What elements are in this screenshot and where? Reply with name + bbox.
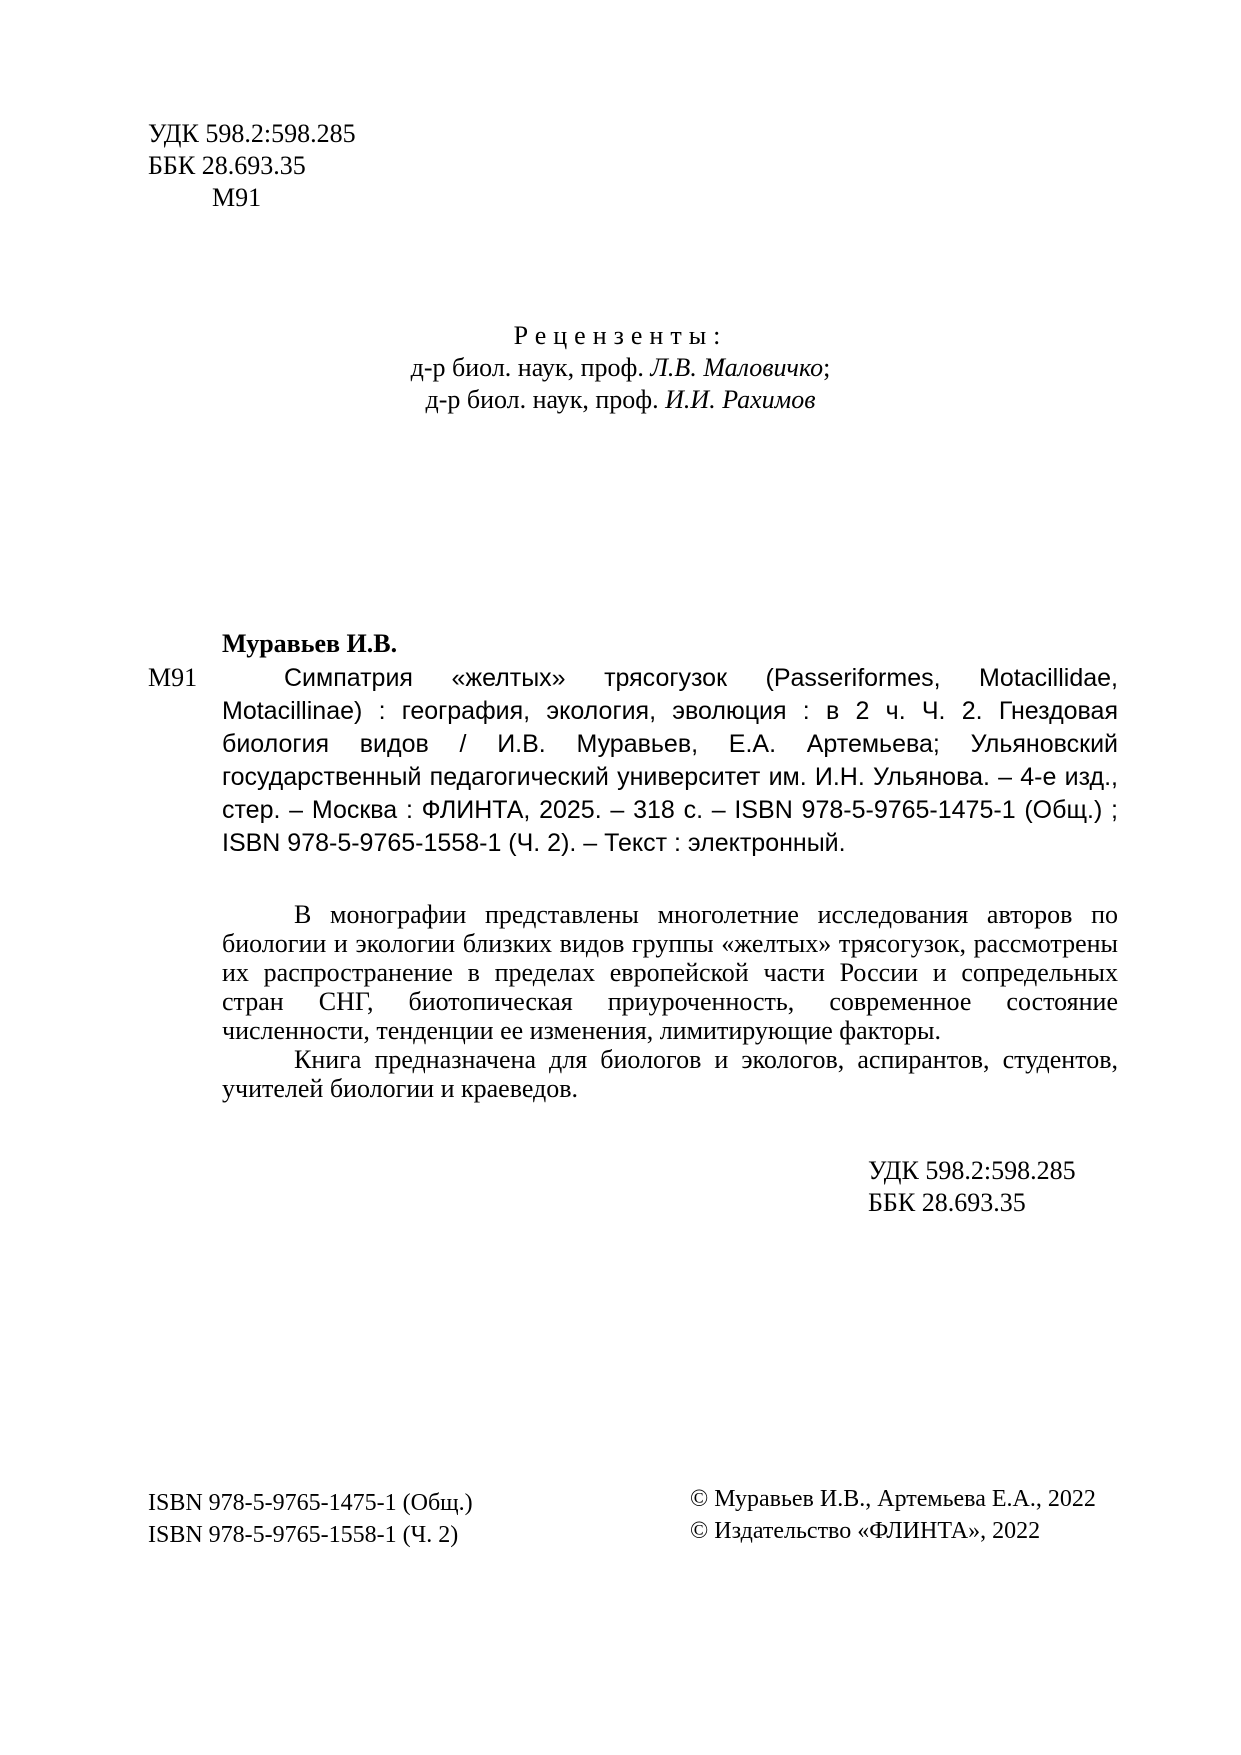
annotation-paragraph-1: В монографии представлены многолетние исследования авторов по биологии и экологии близких видов группы «желтых» трясогузок, рассмотрены их распространение в пределах европейской части России и сопредельных стран СНГ, биотопическая приуроченность, современное состояние численности, тенденции ее изменения, лимитирующие факторы. (222, 900, 1118, 1045)
isbn-block (148, 1487, 473, 1551)
reviewer-2-name: И.И. Рахимов (665, 385, 816, 414)
reviewer-1-suffix: ; (823, 353, 831, 382)
udk-code-bottom: УДК 598.2:598.285 (868, 1156, 1076, 1185)
reviewer-2 (0, 384, 1241, 416)
annotation-paragraph-2: Книга предназначена для биологов и экологов, аспирантов, студентов, учителей биологии и краеведов. (222, 1045, 1118, 1103)
copyright-block (690, 1483, 1096, 1547)
cutter-code: М91 (212, 183, 262, 212)
record-text: Симпатрия «желтых» трясогузок (Passeriformes, Motacillidae, Motacillinae) : география, экология, эволюция : в 2 ч. Ч. 2. Гнездовая биология видов / И.В. Муравьев, Е.А. Артемьева; Ульяновский государственный педагогический университет им. И.Н. Ульянова. – 4-е изд., стер. – Москва : ФЛИНТА, 2025. – 318 с. – ISBN 978-5-9765-1475-1 (Общ.) ; ISBN 978-5-9765-1558-1 (Ч. 2). – Текст : электронный. (222, 664, 1118, 857)
reviewer-1-degree: д-р биол. наук, проф. (410, 353, 651, 382)
reviewer-1-name: Л.В. Маловичко (650, 353, 824, 382)
record-cutter-code: М91 (148, 663, 198, 692)
isbn-general: ISBN 978-5-9765-1475-1 (Общ.) (148, 1490, 473, 1516)
author-heading: Муравьев И.В. (222, 629, 398, 658)
udk-code: УДК 598.2:598.285 (148, 119, 356, 148)
classification-bottom (868, 1155, 1076, 1219)
reviewers-heading: Рецензенты: (513, 321, 728, 350)
classification-top (148, 118, 356, 214)
copyright-publisher: © Издательство «ФЛИНТА», 2022 (690, 1518, 1041, 1544)
bibliographic-record (222, 662, 1118, 860)
reviewers-block (0, 320, 1241, 416)
annotation (222, 900, 1118, 1103)
copyright-authors: © Муравьев И.В., Артемьева Е.А., 2022 (690, 1486, 1096, 1512)
isbn-part: ISBN 978-5-9765-1558-1 (Ч. 2) (148, 1522, 459, 1548)
bbk-code-bottom: ББК 28.693.35 (868, 1188, 1026, 1217)
reviewer-2-degree: д-р биол. наук, проф. (425, 385, 666, 414)
reviewer-1 (0, 352, 1241, 384)
bbk-code: ББК 28.693.35 (148, 151, 306, 180)
